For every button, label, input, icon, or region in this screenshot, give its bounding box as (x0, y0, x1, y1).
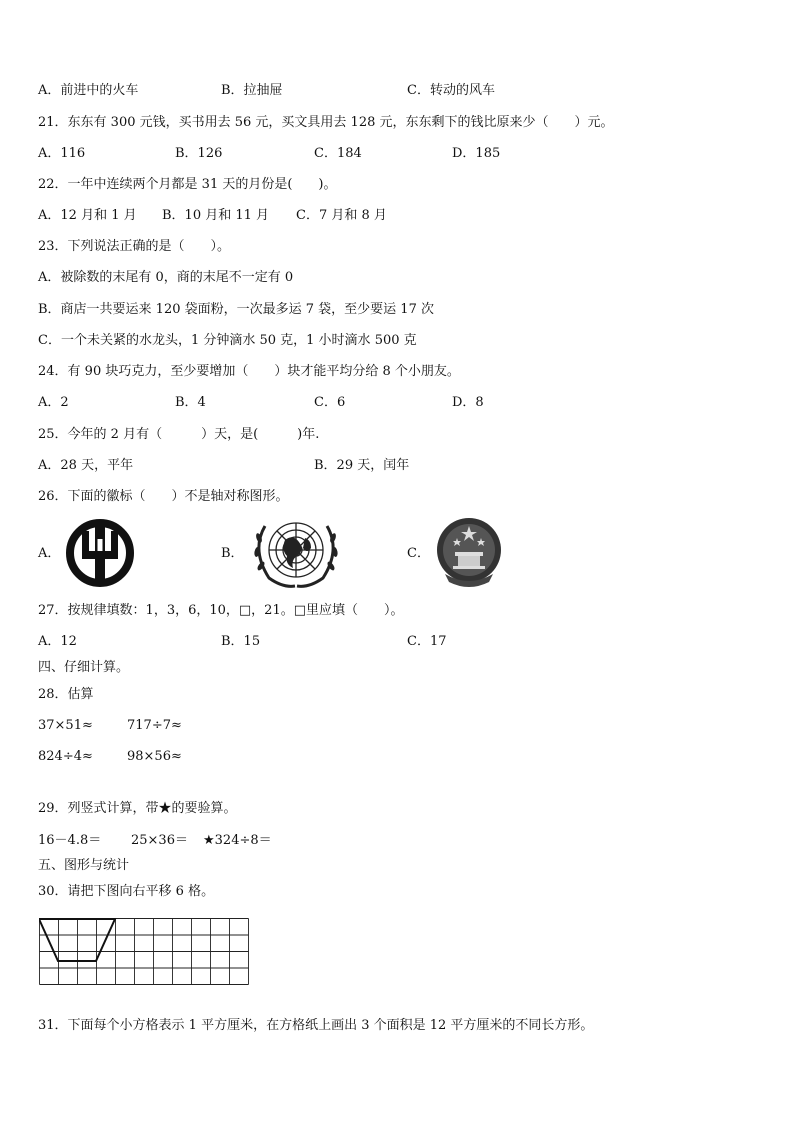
un-emblem-icon (249, 514, 343, 590)
q21-option-d: D．185 (452, 146, 501, 161)
q25-text: 25．今年的 2 月有（ ）天，是( )年. (38, 427, 320, 442)
q27-text: 27．按规律填数：1，3，6，10，□，21。□里应填（ ）。 (38, 603, 404, 618)
q20-option-c: C．转动的风车 (407, 83, 495, 98)
q26-text: 26．下面的徽标（ ）不是轴对称图形。 (38, 489, 289, 504)
q29-text: 29．列竖式计算，带★的要验算。 (38, 801, 237, 816)
q23-option-a: A．被除数的末尾有 0，商的末尾不一定有 0 (38, 270, 294, 285)
q26-option-a: A． (38, 546, 61, 561)
q25-option-b: B．29 天，闰年 (314, 458, 410, 473)
section-5-heading: 五、图形与统计 (38, 858, 130, 873)
q27-option-b: B．15 (221, 634, 261, 649)
q27-option-a: A．12 (38, 634, 77, 649)
q21-text: 21．东东有 300 元钱，买书用去 56 元，买文具用去 128 元，东东剩下的钱比原来少（ ）元。 (38, 115, 614, 130)
q28-item-1: 37×51≈ (38, 718, 93, 733)
q30-text: 30．请把下图向右平移 6 格。 (38, 884, 215, 899)
q27-option-c: C．17 (407, 634, 447, 649)
q29-item-3: ★324÷8＝ (203, 833, 272, 848)
q22-option-c: C．7 月和 8 月 (296, 208, 387, 223)
section-4-heading: 四、仔细计算。 (38, 660, 130, 675)
q23-option-b: B．商店一共要运来 120 袋面粉，一次最多运 7 袋，至少要运 17 次 (38, 302, 434, 317)
q24-option-c: C．6 (314, 395, 346, 410)
trapezoid-shape (39, 919, 115, 961)
q21-option-b: B．126 (175, 146, 223, 161)
q24-option-b: B．4 (175, 395, 206, 410)
q21-option-c: C．184 (314, 146, 362, 161)
q21-option-a: A．116 (38, 146, 86, 161)
q24-option-d: D．8 (452, 395, 484, 410)
q22-option-a: A．12 月和 1 月 (38, 208, 137, 223)
q26-option-b: B． (221, 546, 244, 561)
q23-text: 23．下列说法正确的是（ ）。 (38, 239, 231, 254)
q28-item-2: 717÷7≈ (127, 718, 182, 733)
q29-item-2: 25×36＝ (131, 833, 188, 848)
q22-text: 22．一年中连续两个月都是 31 天的月份是( )。 (38, 177, 337, 192)
translation-grid (39, 918, 249, 1006)
q24-text: 24．有 90 块巧克力，至少要增加（ ）块才能平均分给 8 个小朋友。 (38, 364, 460, 379)
q20-option-b: B．拉抽屉 (221, 83, 283, 98)
q26-option-c: C． (407, 546, 430, 561)
bank-logo-icon (64, 517, 136, 589)
q29-item-1: 16－4.8＝ (38, 833, 102, 848)
q23-option-c: C．一个未关紧的水龙头，1 分钟滴水 50 克，1 小时滴水 500 克 (38, 333, 417, 348)
q22-option-b: B．10 月和 11 月 (162, 208, 270, 223)
q28-item-4: 98×56≈ (127, 749, 182, 764)
q28-text: 28．估算 (38, 687, 94, 702)
q24-option-a: A．2 (38, 395, 69, 410)
q28-item-3: 824÷4≈ (38, 749, 93, 764)
q31-text: 31．下面每个小方格表示 1 平方厘米，在方格纸上画出 3 个面积是 12 平方厘米的不同长方形。 (38, 1018, 594, 1033)
national-emblem-icon (433, 514, 505, 590)
q25-option-a: A．28 天，平年 (38, 458, 134, 473)
q20-option-a: A．前进中的火车 (38, 83, 139, 98)
